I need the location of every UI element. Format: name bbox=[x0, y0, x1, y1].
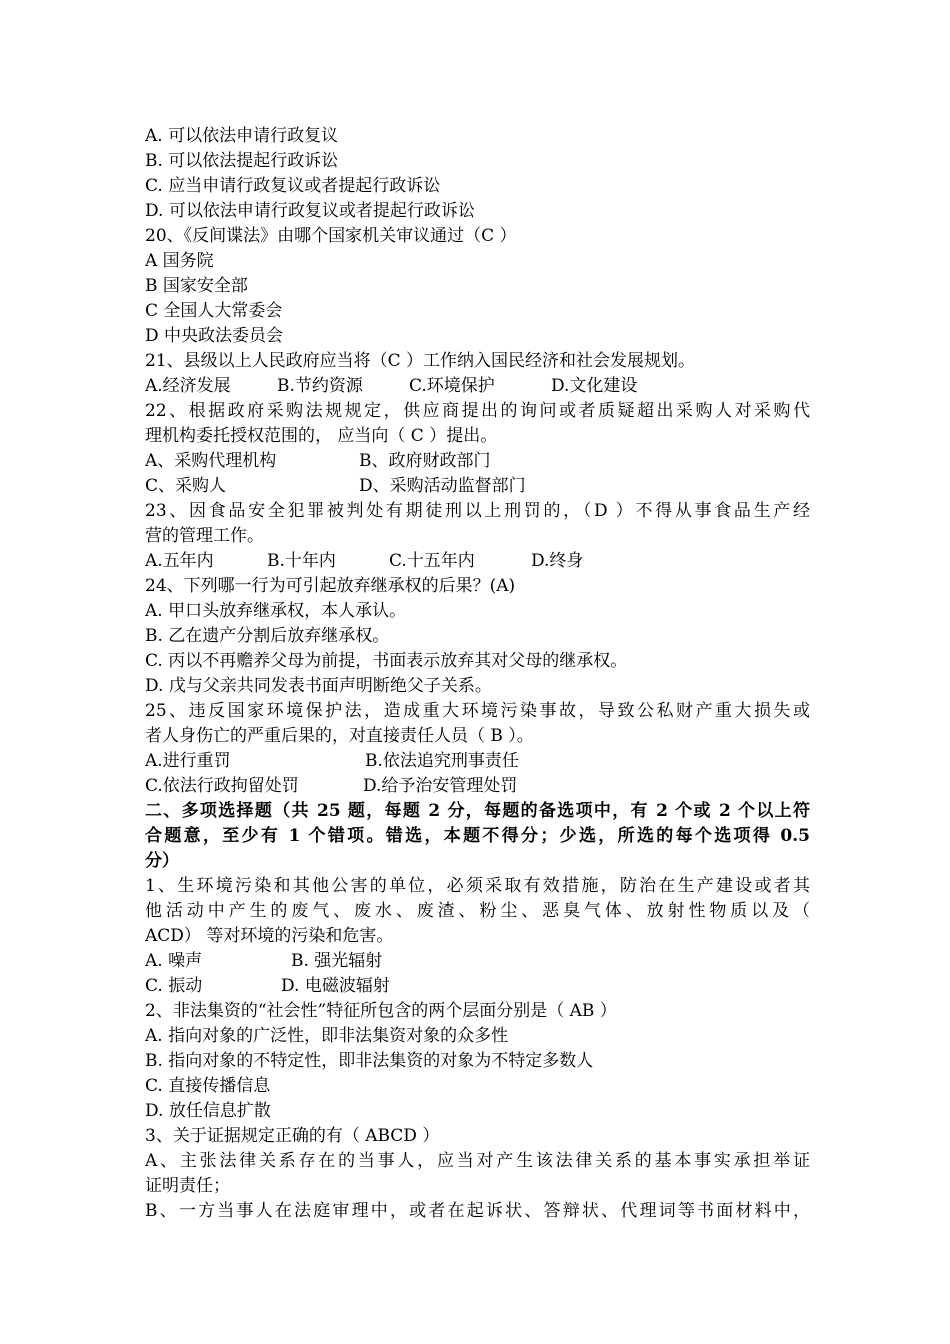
q22-option-b: B、政府财政部门 bbox=[359, 451, 491, 471]
m2-option-b: B. 指向对象的不特定性，即非法集资的对象为不特定多数人 bbox=[145, 1051, 594, 1071]
q21-option-a: A.经济发展 bbox=[145, 376, 231, 396]
q25-option-c: C.依法行政拘留处罚 bbox=[145, 776, 299, 796]
m1-question-line3: ACD） 等对环境的污染和危害。 bbox=[145, 926, 394, 946]
q22-options-row2 bbox=[145, 474, 810, 499]
q23-option-d: D.终身 bbox=[531, 551, 584, 571]
q20-option-b: B 国家安全部 bbox=[145, 276, 248, 296]
q22-option-d: D、采购活动监督部门 bbox=[359, 476, 526, 496]
q21-options bbox=[145, 374, 810, 399]
q20-option-a: A 国务院 bbox=[145, 251, 214, 271]
q22-option-c: C、采购人 bbox=[145, 476, 227, 496]
q24-option-a: A. 甲口头放弃继承权，本人承认。 bbox=[145, 601, 407, 621]
q22-question-line1: 22、根据政府采购法规规定，供应商提出的询问或者质疑超出采购人对采购代 bbox=[145, 401, 810, 421]
q19-option-b: B. 可以依法提起行政诉讼 bbox=[145, 151, 339, 171]
q24-option-b: B. 乙在遗产分割后放弃继承权。 bbox=[145, 626, 390, 646]
q22-options-row1 bbox=[145, 449, 810, 474]
section-heading-line1: 二、多项选择题（共 25 题，每题 2 分，每题的备选项中，有 2 个或 2 个以上符 bbox=[145, 801, 810, 821]
q23-question-line2: 营的管理工作。 bbox=[145, 526, 264, 546]
q23-option-b: B.十年内 bbox=[267, 551, 336, 571]
q24-question: 24、下列哪一行为可引起放弃继承权的后果？(A) bbox=[145, 576, 516, 596]
section-heading-line2: 合题意，至少有 1 个错项。错选，本题不得分；少选，所选的每个选项得 0.5 bbox=[145, 826, 810, 846]
m2-question: 2、非法集资的“社会性”特征所包含的两个层面分别是（ AB ） bbox=[145, 1001, 617, 1021]
m3-option-b-line1: B、一方当事人在法庭审理中，或者在起诉状、答辩状、代理词等书面材料中， bbox=[145, 1201, 810, 1221]
q22-option-a: A、采购代理机构 bbox=[145, 451, 277, 471]
q25-option-d: D.给予治安管理处罚 bbox=[363, 776, 518, 796]
m2-option-a: A. 指向对象的广泛性，即非法集资对象的众多性 bbox=[145, 1026, 509, 1046]
m2-option-d: D. 放任信息扩散 bbox=[145, 1101, 271, 1121]
m1-option-c: C. 振动 bbox=[145, 976, 203, 996]
q23-option-a: A.五年内 bbox=[145, 551, 214, 571]
m1-options-row1 bbox=[145, 949, 810, 974]
m1-options-row2 bbox=[145, 974, 810, 999]
q21-option-c: C.环境保护 bbox=[409, 376, 495, 396]
m1-question-line2: 他活动中产生的废气、废水、废渣、粉尘、恶臭气体、放射性物质以及（ bbox=[145, 901, 810, 921]
section-heading-line3: 分） bbox=[145, 851, 179, 871]
m1-option-d: D. 电磁波辐射 bbox=[281, 976, 390, 996]
q21-option-d: D.文化建设 bbox=[551, 376, 638, 396]
q25-options-row1 bbox=[145, 749, 810, 774]
q25-options-row2 bbox=[145, 774, 810, 799]
q23-question-line1: 23、因食品安全犯罪被判处有期徒刑以上刑罚的，（D ）不得从事食品生产经 bbox=[145, 501, 810, 521]
m3-option-a-line2: 证明责任； bbox=[145, 1176, 230, 1196]
q21-option-b: B.节约资源 bbox=[277, 376, 363, 396]
q22-question-line2: 理机构委托授权范围的， 应当向（ C ）提出。 bbox=[145, 426, 498, 446]
m1-option-b: B. 强光辐射 bbox=[291, 951, 383, 971]
q19-option-c: C. 应当申请行政复议或者提起行政诉讼 bbox=[145, 176, 441, 196]
q20-option-d: D 中央政法委员会 bbox=[145, 326, 284, 346]
q20-question: 20、《反间谍法》由哪个国家机关审议通过（C ） bbox=[145, 226, 517, 246]
q25-option-a: A.进行重罚 bbox=[145, 751, 231, 771]
q25-question-line1: 25、违反国家环境保护法，造成重大环境污染事故，导致公私财产重大损失或 bbox=[145, 701, 810, 721]
q23-options bbox=[145, 549, 810, 574]
q19-option-a: A. 可以依法申请行政复议 bbox=[145, 126, 339, 146]
q25-option-b: B.依法追究刑事责任 bbox=[365, 751, 519, 771]
q23-option-c: C.十五年内 bbox=[389, 551, 475, 571]
m3-option-a-line1: A、主张法律关系存在的当事人，应当对产生该法律关系的基本事实承担举证 bbox=[145, 1151, 810, 1171]
q24-option-d: D. 戊与父亲共同发表书面声明断绝父子关系。 bbox=[145, 676, 492, 696]
q21-question: 21、县级以上人民政府应当将（C ）工作纳入国民经济和社会发展规划。 bbox=[145, 351, 696, 371]
m1-question-line1: 1、生环境污染和其他公害的单位，必须采取有效措施，防治在生产建设或者其 bbox=[145, 876, 810, 896]
q24-option-c: C. 丙以不再赡养父母为前提，书面表示放弃其对父母的继承权。 bbox=[145, 651, 628, 671]
m3-question: 3、关于证据规定正确的有（ ABCD ） bbox=[145, 1126, 440, 1146]
q19-option-d: D. 可以依法申请行政复议或者提起行政诉讼 bbox=[145, 201, 475, 221]
q25-question-line2: 者人身伤亡的严重后果的，对直接责任人员（ B ）。 bbox=[145, 726, 534, 746]
m2-option-c: C. 直接传播信息 bbox=[145, 1076, 271, 1096]
m1-option-a: A. 噪声 bbox=[145, 951, 203, 971]
q20-option-c: C 全国人大常委会 bbox=[145, 301, 283, 321]
document-body bbox=[145, 124, 810, 1224]
